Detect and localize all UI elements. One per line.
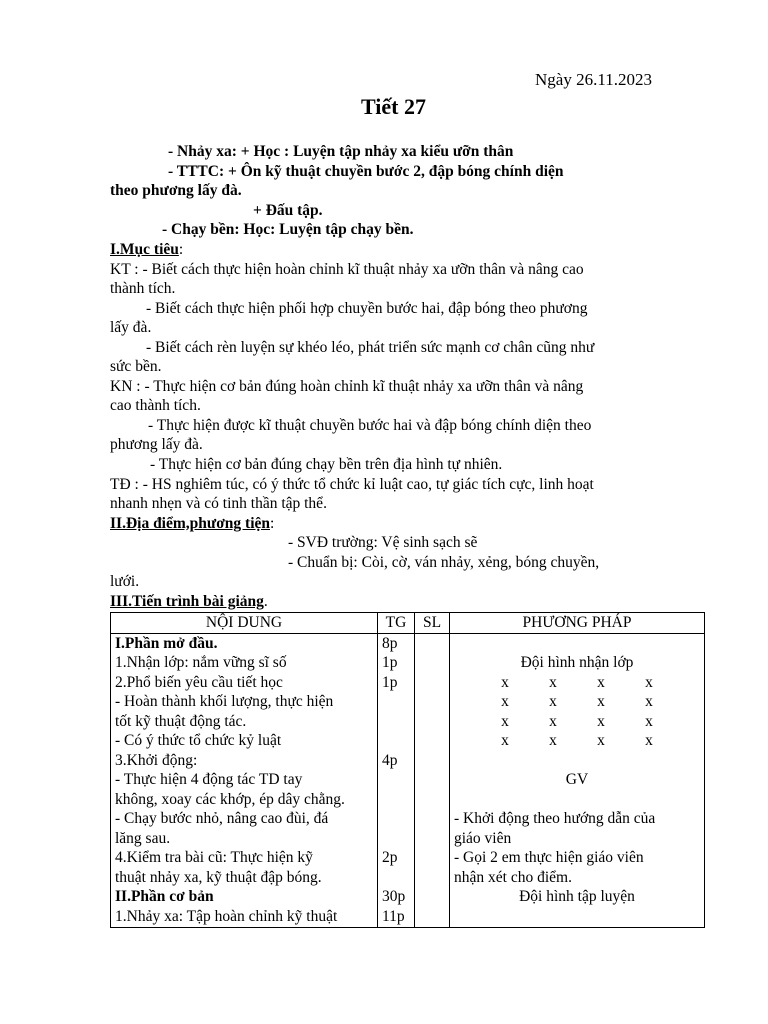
- objective-line: KT : - Biết cách thực hiện hoàn chỉnh kĩ thuật nhảy xa ưỡn thân và nâng cao: [110, 261, 584, 278]
- time-value: 8p: [382, 634, 398, 652]
- practice-formation-title: Đội hình tập luyện: [519, 888, 635, 905]
- time-value: 4p: [382, 751, 398, 769]
- objective-line: - Thực hiện cơ bản đúng chạy bền trên địa hình tự nhiên.: [150, 456, 503, 473]
- content-line: - Thực hiện 4 động tác TD tay: [115, 771, 303, 788]
- topic-line: - Nhảy xa: + Học : Luyện tập nhảy xa kiểu ưỡn thân: [168, 143, 514, 160]
- part-heading: I.Phần mở đầu.: [115, 634, 218, 652]
- content-line: 1.Nhận lớp: nắm vững sĩ số: [115, 654, 287, 671]
- topic-line: - Chạy bền: Học: Luyện tập chạy bền.: [162, 221, 414, 238]
- objective-line: - Thực hiện được kĩ thuật chuyền bước hai và đập bóng chính diện theo: [148, 417, 592, 434]
- section-heading: I.Mục tiêu:: [110, 241, 184, 258]
- time-value: 1p: [382, 673, 398, 691]
- time-value: 2p: [382, 849, 398, 866]
- objective-line: lấy đà.: [110, 319, 152, 336]
- topic-line: + Đấu tập.: [253, 202, 323, 219]
- student-mark: x: [645, 712, 653, 730]
- student-mark: x: [501, 693, 509, 710]
- time-value: 1p: [382, 654, 398, 671]
- student-mark: x: [549, 673, 557, 691]
- content-line: lăng sau.: [115, 829, 171, 847]
- quantity-cell: [415, 633, 450, 927]
- content-line: 3.Khởi động:: [115, 751, 198, 769]
- section-heading: III.Tiến trình bài giảng.: [110, 593, 268, 610]
- objective-line: sức bền.: [110, 358, 162, 375]
- student-mark: x: [549, 693, 557, 710]
- equipment-line: - SVĐ trường: Vệ sinh sạch sẽ: [288, 534, 478, 551]
- header-time: TG: [378, 613, 415, 634]
- part-heading: II.Phần cơ bản: [115, 888, 214, 905]
- student-mark: x: [549, 712, 557, 730]
- method-line: giáo viên: [454, 829, 512, 847]
- section-heading: II.Địa điểm,phương tiện:: [110, 515, 275, 532]
- student-mark: x: [501, 673, 509, 691]
- student-mark: x: [645, 732, 653, 749]
- student-mark: x: [597, 673, 605, 691]
- header-method: PHƯƠNG PHÁP: [450, 613, 705, 634]
- student-mark: x: [549, 732, 557, 749]
- content-line: tốt kỹ thuật động tác.: [115, 712, 247, 730]
- student-mark: x: [645, 673, 653, 691]
- objective-line: - Biết cách thực hiện phối hợp chuyền bước hai, đập bóng theo phương: [146, 300, 588, 317]
- objective-line: cao thành tích.: [110, 397, 201, 414]
- content-cell: [111, 633, 378, 927]
- lesson-table: [110, 612, 705, 928]
- method-line: - Gọi 2 em thực hiện giáo viên: [454, 849, 644, 866]
- method-line: nhận xét cho điểm.: [454, 868, 572, 886]
- topic-line: theo phương lấy đà.: [110, 182, 242, 199]
- content-line: - Chạy bước nhỏ, nâng cao đùi, đá: [115, 810, 329, 827]
- student-mark: x: [501, 712, 509, 730]
- objective-line: KN : - Thực hiện cơ bản đúng hoàn chỉnh kĩ thuật nhảy xa ưỡn thân và nâng: [110, 378, 584, 395]
- equipment-line: lưới.: [110, 573, 140, 590]
- content-line: thuật nhảy xa, kỹ thuật đập bóng.: [115, 868, 322, 886]
- content-line: - Hoàn thành khối lượng, thực hiện: [115, 693, 334, 710]
- time-value: 11p: [382, 907, 405, 925]
- topic-line: - TTTC: + Ôn kỹ thuật chuyền bước 2, đập bóng chính diện: [168, 163, 564, 180]
- header-content: NỘI DUNG: [111, 613, 378, 634]
- student-mark: x: [597, 732, 605, 749]
- content-line: không, xoay các khớp, ép dây chằng.: [115, 790, 345, 808]
- table-header-row: [111, 613, 705, 634]
- lesson-title: Tiết 27: [361, 94, 426, 119]
- student-mark: x: [501, 732, 509, 749]
- method-cell: [450, 633, 705, 927]
- time-cell: [378, 633, 415, 927]
- content-line: 2.Phổ biến yêu cầu tiết học: [115, 673, 283, 691]
- formation-title: Đội hình nhận lớp: [520, 654, 634, 671]
- content-line: 1.Nhảy xa: Tập hoàn chỉnh kỹ thuật: [115, 907, 338, 925]
- objective-line: nhanh nhẹn và có tinh thần tập thể.: [110, 495, 327, 512]
- teacher-label: GV: [565, 771, 589, 788]
- student-formation: [454, 673, 700, 751]
- objective-line: phương lấy đà.: [110, 436, 203, 453]
- content-line: - Có ý thức tổ chức kỷ luật: [115, 732, 282, 749]
- method-line: - Khởi động theo hướng dẫn của: [454, 810, 656, 827]
- objective-line: thành tích.: [110, 280, 176, 297]
- equipment-line: - Chuẩn bị: Còi, cờ, ván nhảy, xẻng, bóng chuyền,: [288, 554, 600, 571]
- time-value: 30p: [382, 888, 406, 905]
- table-row: [111, 633, 705, 927]
- objective-line: - Biết cách rèn luyện sự khéo léo, phát triển sức mạnh cơ chân cũng như: [146, 339, 595, 356]
- student-mark: x: [597, 712, 605, 730]
- header-quantity: SL: [415, 613, 450, 634]
- objective-line: TĐ : - HS nghiêm túc, có ý thức tổ chức kỉ luật cao, tự giác tích cực, linh hoạt: [110, 476, 594, 493]
- student-mark: x: [645, 693, 653, 710]
- lesson-date: Ngày 26.11.2023: [535, 70, 652, 89]
- content-line: 4.Kiểm tra bài cũ: Thực hiện kỹ: [115, 849, 313, 866]
- student-mark: x: [597, 693, 605, 710]
